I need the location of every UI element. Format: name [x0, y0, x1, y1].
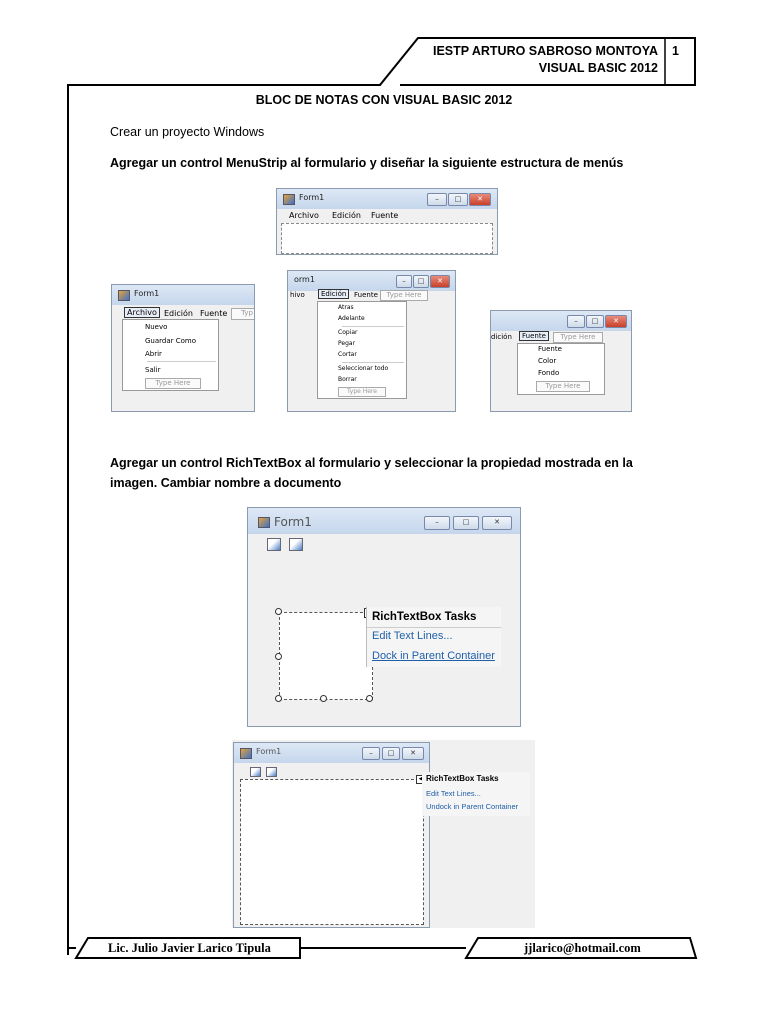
menu-fuente: Fuente	[200, 309, 228, 318]
menu-item-nuevo: Nuevo	[145, 323, 168, 331]
form-icon	[258, 517, 270, 528]
menu-item-pegar: Pegar	[338, 340, 356, 347]
menu-item-salir: Salir	[145, 366, 161, 374]
resize-handle	[320, 695, 327, 702]
richtextbox-tasks-panel	[366, 607, 501, 667]
maximize-icon: □	[448, 193, 468, 206]
menu-item-adelante: Adelante	[338, 315, 365, 322]
screenshot-richtextbox-docked	[232, 740, 535, 928]
image-button-icon	[250, 767, 261, 777]
edit-text-lines-link: Edit Text Lines...	[372, 630, 453, 642]
menu-type-here: Type Here	[338, 387, 386, 397]
maximize-icon: □	[382, 747, 400, 760]
form-title: Form1	[299, 193, 325, 202]
menu-archivo: hivo	[290, 291, 305, 299]
menu-fuente: Fuente	[371, 211, 399, 220]
richtextbox-control	[240, 779, 424, 925]
form-title: orm1	[294, 275, 315, 284]
resize-handle	[275, 653, 282, 660]
menu-fuente: Fuente	[354, 291, 378, 299]
form-title: Form1	[274, 515, 312, 529]
tasks-divider	[367, 627, 501, 628]
tasks-title: RichTextBox Tasks	[372, 611, 477, 623]
menu-edicion: Edición	[318, 289, 349, 299]
menu-item-fondo: Fondo	[538, 369, 560, 377]
form-title: Form1	[256, 747, 282, 756]
menu-item-copiar: Copiar	[338, 329, 358, 336]
footer-email: jjlarico@hotmail.com	[524, 941, 641, 955]
minimize-icon: –	[567, 315, 585, 328]
menu-item-fuente: Fuente	[538, 345, 562, 353]
step-2: Agregar un control MenuStrip al formulario y diseñar la siguiente estructura de menús	[110, 156, 624, 170]
menu-item-guardar-como: Guardar Como	[145, 337, 197, 345]
step-1: Crear un proyecto Windows	[110, 125, 265, 139]
menu-item-cortar: Cortar	[338, 351, 357, 358]
document-title: BLOC DE NOTAS CON VISUAL BASIC 2012	[255, 93, 513, 107]
docked-form	[233, 742, 430, 928]
step-3-line-2: imagen. Cambiar nombre a documento	[110, 476, 342, 490]
maximize-icon: □	[413, 275, 429, 288]
header-course: VISUAL BASIC 2012	[538, 61, 658, 75]
footer-author: Lic. Julio Javier Larico Tipula	[108, 941, 271, 955]
close-icon: ✕	[605, 315, 627, 328]
minimize-icon: –	[424, 516, 450, 530]
menu-archivo: Archivo	[124, 307, 160, 318]
resize-handle	[275, 695, 282, 702]
form-client-area	[281, 223, 493, 254]
image-button-icon	[289, 538, 303, 551]
minimize-icon: –	[362, 747, 380, 760]
minimize-icon: –	[427, 193, 447, 206]
richtextbox-control	[279, 612, 373, 700]
menu-bar	[277, 209, 497, 223]
maximize-icon: □	[453, 516, 479, 530]
resize-handle	[275, 608, 282, 615]
menu-edicion: Edición	[332, 211, 361, 220]
close-icon: ✕	[482, 516, 512, 530]
image-button-icon	[266, 767, 277, 777]
resize-handle	[366, 695, 373, 702]
menu-archivo: Archivo	[289, 211, 319, 220]
menu-item-color: Color	[538, 357, 557, 365]
richtextbox-tasks-panel	[422, 772, 530, 816]
screenshot-archivo-menu	[111, 284, 255, 412]
menu-fuente: Fuente	[519, 331, 549, 341]
edicion-dropdown	[317, 301, 407, 399]
screenshot-fuente-menu	[490, 310, 632, 412]
menu-separator	[342, 326, 404, 327]
undock-in-parent-link: Undock in Parent Container	[426, 802, 519, 811]
menu-edicion: dición	[491, 333, 512, 341]
maximize-icon: □	[586, 315, 604, 328]
minimize-icon: –	[396, 275, 412, 288]
form-icon	[240, 748, 252, 759]
close-icon: ✕	[430, 275, 450, 288]
menu-item-borrar: Borrar	[338, 376, 357, 383]
menu-item-abrir: Abrir	[145, 350, 162, 358]
image-button-icon	[267, 538, 281, 551]
form-icon	[118, 290, 130, 301]
fuente-dropdown	[517, 343, 605, 395]
screenshot-edicion-menu	[287, 270, 456, 412]
menu-type-here: Type Here	[145, 378, 201, 389]
menu-item-atras: Atras	[338, 304, 354, 311]
edit-text-lines-link: Edit Text Lines...	[426, 789, 481, 798]
step-3-line-1: Agregar un control RichTextBox al formulario y seleccionar la propiedad mostrada en la	[110, 456, 633, 470]
menu-separator	[342, 362, 404, 363]
page-number: 1	[672, 44, 679, 58]
header-institution: IESTP ARTURO SABROSO MONTOYA	[432, 44, 658, 58]
menu-separator	[147, 361, 216, 362]
archivo-dropdown	[122, 319, 219, 391]
menu-type-here: Typ	[231, 308, 255, 320]
smart-tag-icon: ◀	[416, 775, 425, 784]
menu-edicion: Edición	[164, 309, 193, 318]
dock-in-parent-link: Dock in Parent Container	[372, 650, 495, 662]
close-icon: ✕	[469, 193, 491, 206]
form-title: Form1	[134, 289, 160, 298]
menu-type-here: Type Here	[536, 381, 590, 392]
menu-type-here: Type Here	[553, 332, 603, 343]
toolbar	[256, 538, 316, 552]
menu-type-here: Type Here	[380, 290, 428, 301]
menu-item-seleccionar-todo: Seleccionar todo	[338, 365, 389, 372]
close-icon: ✕	[402, 747, 424, 760]
tasks-title: RichTextBox Tasks	[426, 774, 499, 783]
form-icon	[283, 194, 295, 205]
screenshot-menustrip	[276, 188, 498, 255]
